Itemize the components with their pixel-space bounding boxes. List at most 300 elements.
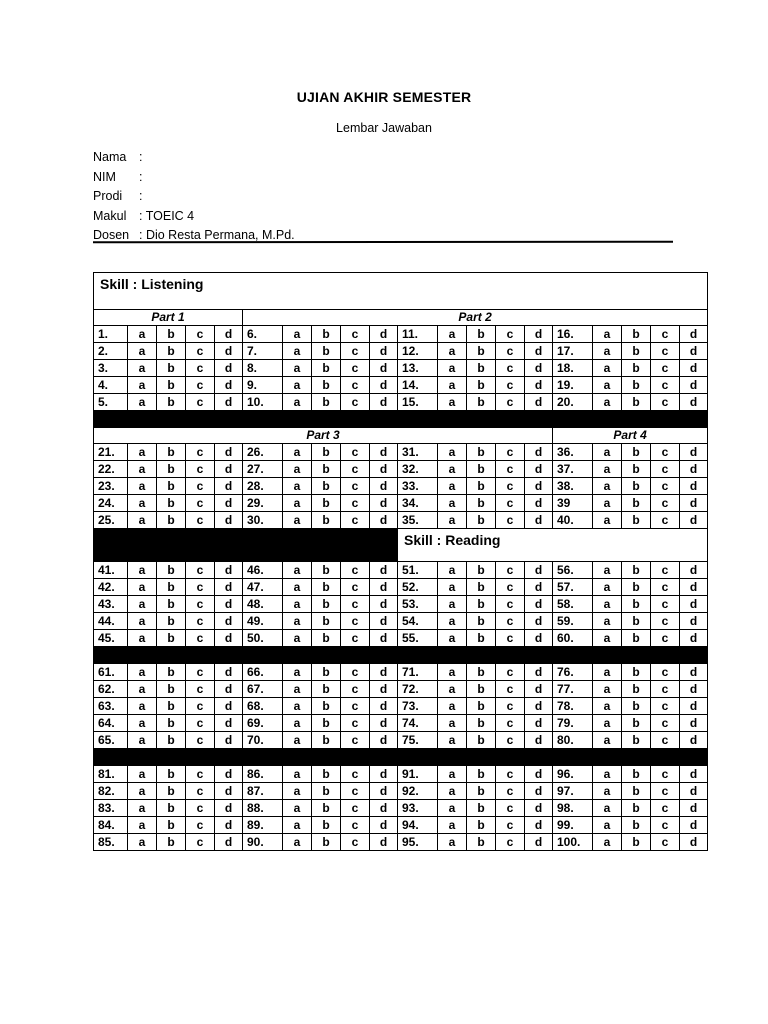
answer-option-b[interactable]: b: [622, 360, 651, 377]
answer-option-c[interactable]: c: [651, 562, 680, 579]
answer-option-a[interactable]: a: [128, 630, 157, 647]
answer-option-d[interactable]: d: [370, 444, 398, 461]
answer-option-c[interactable]: c: [496, 579, 525, 596]
answer-option-c[interactable]: c: [186, 579, 215, 596]
answer-option-d[interactable]: d: [680, 766, 708, 783]
answer-option-c[interactable]: c: [186, 664, 215, 681]
answer-option-d[interactable]: d: [370, 681, 398, 698]
answer-option-d[interactable]: d: [370, 698, 398, 715]
answer-option-b[interactable]: b: [312, 732, 341, 749]
answer-option-c[interactable]: c: [186, 732, 215, 749]
answer-option-d[interactable]: d: [215, 766, 243, 783]
answer-option-c[interactable]: c: [496, 444, 525, 461]
answer-option-d[interactable]: d: [525, 478, 553, 495]
answer-option-c[interactable]: c: [496, 461, 525, 478]
answer-option-c[interactable]: c: [186, 461, 215, 478]
answer-option-b[interactable]: b: [467, 800, 496, 817]
answer-option-a[interactable]: a: [593, 343, 622, 360]
answer-option-b[interactable]: b: [622, 817, 651, 834]
answer-option-c[interactable]: c: [496, 377, 525, 394]
answer-option-a[interactable]: a: [438, 512, 467, 529]
answer-option-b[interactable]: b: [622, 766, 651, 783]
answer-option-b[interactable]: b: [622, 783, 651, 800]
answer-option-a[interactable]: a: [128, 562, 157, 579]
answer-option-c[interactable]: c: [496, 394, 525, 411]
answer-option-b[interactable]: b: [622, 681, 651, 698]
answer-option-b[interactable]: b: [467, 512, 496, 529]
answer-option-b[interactable]: b: [312, 343, 341, 360]
answer-option-b[interactable]: b: [622, 343, 651, 360]
answer-option-c[interactable]: c: [651, 444, 680, 461]
answer-option-d[interactable]: d: [525, 783, 553, 800]
answer-option-b[interactable]: b: [622, 461, 651, 478]
answer-option-d[interactable]: d: [525, 360, 553, 377]
answer-option-d[interactable]: d: [680, 698, 708, 715]
answer-option-a[interactable]: a: [438, 630, 467, 647]
answer-option-a[interactable]: a: [283, 800, 312, 817]
answer-option-d[interactable]: d: [370, 664, 398, 681]
answer-option-c[interactable]: c: [651, 732, 680, 749]
answer-option-b[interactable]: b: [622, 834, 651, 851]
answer-option-a[interactable]: a: [593, 783, 622, 800]
answer-option-a[interactable]: a: [283, 732, 312, 749]
answer-option-c[interactable]: c: [186, 394, 215, 411]
answer-option-c[interactable]: c: [186, 512, 215, 529]
answer-option-b[interactable]: b: [467, 596, 496, 613]
answer-option-b[interactable]: b: [312, 613, 341, 630]
answer-option-c[interactable]: c: [651, 495, 680, 512]
answer-option-c[interactable]: c: [651, 394, 680, 411]
answer-option-c[interactable]: c: [651, 326, 680, 343]
answer-option-a[interactable]: a: [593, 377, 622, 394]
answer-option-a[interactable]: a: [128, 512, 157, 529]
answer-option-a[interactable]: a: [128, 800, 157, 817]
answer-option-d[interactable]: d: [215, 495, 243, 512]
answer-option-b[interactable]: b: [312, 800, 341, 817]
answer-option-d[interactable]: d: [370, 800, 398, 817]
answer-option-c[interactable]: c: [496, 800, 525, 817]
answer-option-c[interactable]: c: [496, 766, 525, 783]
answer-option-b[interactable]: b: [622, 630, 651, 647]
answer-option-c[interactable]: c: [496, 562, 525, 579]
answer-option-a[interactable]: a: [593, 579, 622, 596]
answer-option-d[interactable]: d: [215, 461, 243, 478]
answer-option-d[interactable]: d: [680, 478, 708, 495]
answer-option-a[interactable]: a: [283, 444, 312, 461]
answer-option-c[interactable]: c: [651, 783, 680, 800]
answer-option-a[interactable]: a: [283, 681, 312, 698]
answer-option-b[interactable]: b: [157, 394, 186, 411]
answer-option-c[interactable]: c: [496, 495, 525, 512]
answer-option-d[interactable]: d: [680, 579, 708, 596]
answer-option-c[interactable]: c: [496, 715, 525, 732]
answer-option-d[interactable]: d: [680, 360, 708, 377]
answer-option-a[interactable]: a: [593, 562, 622, 579]
answer-option-d[interactable]: d: [525, 512, 553, 529]
answer-option-c[interactable]: c: [496, 834, 525, 851]
answer-option-c[interactable]: c: [341, 512, 370, 529]
answer-option-b[interactable]: b: [312, 681, 341, 698]
answer-option-a[interactable]: a: [283, 783, 312, 800]
answer-option-c[interactable]: c: [496, 596, 525, 613]
answer-option-c[interactable]: c: [341, 766, 370, 783]
answer-option-a[interactable]: a: [438, 766, 467, 783]
answer-option-c[interactable]: c: [651, 834, 680, 851]
answer-option-b[interactable]: b: [622, 613, 651, 630]
answer-option-c[interactable]: c: [341, 478, 370, 495]
answer-option-a[interactable]: a: [283, 766, 312, 783]
answer-option-b[interactable]: b: [467, 613, 496, 630]
answer-option-a[interactable]: a: [283, 817, 312, 834]
answer-option-a[interactable]: a: [128, 360, 157, 377]
answer-option-d[interactable]: d: [370, 326, 398, 343]
answer-option-c[interactable]: c: [341, 732, 370, 749]
answer-option-c[interactable]: c: [651, 698, 680, 715]
answer-option-a[interactable]: a: [438, 613, 467, 630]
answer-option-c[interactable]: c: [186, 715, 215, 732]
answer-option-d[interactable]: d: [525, 732, 553, 749]
answer-option-b[interactable]: b: [622, 596, 651, 613]
answer-option-c[interactable]: c: [341, 613, 370, 630]
answer-option-c[interactable]: c: [496, 664, 525, 681]
answer-option-c[interactable]: c: [496, 360, 525, 377]
answer-option-d[interactable]: d: [370, 512, 398, 529]
answer-option-d[interactable]: d: [680, 377, 708, 394]
answer-option-a[interactable]: a: [283, 630, 312, 647]
answer-option-d[interactable]: d: [215, 732, 243, 749]
answer-option-b[interactable]: b: [157, 343, 186, 360]
answer-option-d[interactable]: d: [215, 715, 243, 732]
answer-option-a[interactable]: a: [593, 817, 622, 834]
answer-option-d[interactable]: d: [525, 343, 553, 360]
answer-option-d[interactable]: d: [680, 461, 708, 478]
answer-option-a[interactable]: a: [128, 766, 157, 783]
answer-option-d[interactable]: d: [525, 613, 553, 630]
answer-option-d[interactable]: d: [215, 562, 243, 579]
answer-option-a[interactable]: a: [283, 394, 312, 411]
answer-option-a[interactable]: a: [593, 495, 622, 512]
answer-option-b[interactable]: b: [157, 444, 186, 461]
answer-option-b[interactable]: b: [157, 681, 186, 698]
answer-option-c[interactable]: c: [496, 698, 525, 715]
answer-option-c[interactable]: c: [651, 800, 680, 817]
answer-option-d[interactable]: d: [525, 596, 553, 613]
answer-option-c[interactable]: c: [186, 495, 215, 512]
answer-option-b[interactable]: b: [622, 664, 651, 681]
answer-option-c[interactable]: c: [341, 562, 370, 579]
answer-option-b[interactable]: b: [467, 495, 496, 512]
answer-option-d[interactable]: d: [370, 596, 398, 613]
answer-option-c[interactable]: c: [651, 766, 680, 783]
answer-option-a[interactable]: a: [283, 664, 312, 681]
answer-option-b[interactable]: b: [312, 444, 341, 461]
answer-option-d[interactable]: d: [215, 360, 243, 377]
answer-option-b[interactable]: b: [622, 326, 651, 343]
answer-option-a[interactable]: a: [438, 478, 467, 495]
answer-option-a[interactable]: a: [128, 732, 157, 749]
answer-option-a[interactable]: a: [128, 377, 157, 394]
answer-option-a[interactable]: a: [128, 495, 157, 512]
answer-option-a[interactable]: a: [438, 800, 467, 817]
answer-option-a[interactable]: a: [593, 461, 622, 478]
answer-option-d[interactable]: d: [680, 817, 708, 834]
answer-option-b[interactable]: b: [157, 478, 186, 495]
answer-option-d[interactable]: d: [370, 834, 398, 851]
answer-option-b[interactable]: b: [622, 512, 651, 529]
answer-option-c[interactable]: c: [651, 596, 680, 613]
answer-option-b[interactable]: b: [312, 562, 341, 579]
answer-option-a[interactable]: a: [438, 394, 467, 411]
answer-option-a[interactable]: a: [593, 664, 622, 681]
answer-option-c[interactable]: c: [651, 715, 680, 732]
answer-option-c[interactable]: c: [341, 360, 370, 377]
answer-option-d[interactable]: d: [680, 562, 708, 579]
answer-option-b[interactable]: b: [312, 495, 341, 512]
answer-option-b[interactable]: b: [312, 326, 341, 343]
answer-option-d[interactable]: d: [525, 664, 553, 681]
answer-option-d[interactable]: d: [680, 326, 708, 343]
answer-option-a[interactable]: a: [593, 444, 622, 461]
answer-option-c[interactable]: c: [651, 630, 680, 647]
answer-option-d[interactable]: d: [525, 681, 553, 698]
answer-option-a[interactable]: a: [128, 343, 157, 360]
answer-option-a[interactable]: a: [128, 478, 157, 495]
answer-option-c[interactable]: c: [341, 698, 370, 715]
answer-option-d[interactable]: d: [215, 326, 243, 343]
answer-option-b[interactable]: b: [157, 512, 186, 529]
answer-option-c[interactable]: c: [651, 613, 680, 630]
answer-option-a[interactable]: a: [438, 343, 467, 360]
answer-option-b[interactable]: b: [467, 715, 496, 732]
answer-option-d[interactable]: d: [215, 394, 243, 411]
answer-option-b[interactable]: b: [467, 461, 496, 478]
answer-option-a[interactable]: a: [128, 664, 157, 681]
answer-option-d[interactable]: d: [370, 495, 398, 512]
answer-option-c[interactable]: c: [341, 783, 370, 800]
answer-option-c[interactable]: c: [186, 681, 215, 698]
answer-option-b[interactable]: b: [312, 461, 341, 478]
answer-option-c[interactable]: c: [186, 613, 215, 630]
answer-option-c[interactable]: c: [496, 732, 525, 749]
answer-option-c[interactable]: c: [186, 698, 215, 715]
answer-option-a[interactable]: a: [438, 326, 467, 343]
answer-option-d[interactable]: d: [215, 783, 243, 800]
answer-option-d[interactable]: d: [215, 596, 243, 613]
answer-option-a[interactable]: a: [438, 817, 467, 834]
answer-option-b[interactable]: b: [622, 478, 651, 495]
answer-option-c[interactable]: c: [496, 343, 525, 360]
answer-option-c[interactable]: c: [341, 715, 370, 732]
answer-option-d[interactable]: d: [525, 444, 553, 461]
answer-option-b[interactable]: b: [312, 579, 341, 596]
answer-option-b[interactable]: b: [157, 766, 186, 783]
answer-option-c[interactable]: c: [341, 596, 370, 613]
answer-option-a[interactable]: a: [128, 834, 157, 851]
answer-option-d[interactable]: d: [370, 783, 398, 800]
answer-option-a[interactable]: a: [593, 326, 622, 343]
answer-option-b[interactable]: b: [467, 630, 496, 647]
answer-option-b[interactable]: b: [467, 834, 496, 851]
answer-option-a[interactable]: a: [438, 495, 467, 512]
answer-option-d[interactable]: d: [215, 698, 243, 715]
answer-option-b[interactable]: b: [467, 783, 496, 800]
answer-option-b[interactable]: b: [622, 715, 651, 732]
answer-option-a[interactable]: a: [128, 444, 157, 461]
answer-option-c[interactable]: c: [496, 817, 525, 834]
answer-option-a[interactable]: a: [593, 613, 622, 630]
answer-option-b[interactable]: b: [622, 732, 651, 749]
answer-option-c[interactable]: c: [651, 664, 680, 681]
answer-option-d[interactable]: d: [525, 579, 553, 596]
answer-option-a[interactable]: a: [283, 495, 312, 512]
answer-option-d[interactable]: d: [680, 732, 708, 749]
answer-option-b[interactable]: b: [467, 579, 496, 596]
answer-option-b[interactable]: b: [312, 698, 341, 715]
answer-option-c[interactable]: c: [341, 579, 370, 596]
answer-option-d[interactable]: d: [215, 664, 243, 681]
answer-option-b[interactable]: b: [312, 512, 341, 529]
answer-option-d[interactable]: d: [370, 732, 398, 749]
answer-option-d[interactable]: d: [370, 766, 398, 783]
answer-option-d[interactable]: d: [370, 715, 398, 732]
answer-option-d[interactable]: d: [370, 478, 398, 495]
answer-option-d[interactable]: d: [525, 715, 553, 732]
answer-option-c[interactable]: c: [341, 664, 370, 681]
answer-option-b[interactable]: b: [622, 377, 651, 394]
answer-option-a[interactable]: a: [283, 562, 312, 579]
answer-option-b[interactable]: b: [157, 664, 186, 681]
answer-option-a[interactable]: a: [128, 817, 157, 834]
answer-option-c[interactable]: c: [341, 630, 370, 647]
answer-option-a[interactable]: a: [128, 461, 157, 478]
answer-option-a[interactable]: a: [438, 783, 467, 800]
answer-option-a[interactable]: a: [593, 630, 622, 647]
answer-option-a[interactable]: a: [283, 613, 312, 630]
answer-option-b[interactable]: b: [312, 394, 341, 411]
answer-option-b[interactable]: b: [157, 377, 186, 394]
answer-option-b[interactable]: b: [157, 817, 186, 834]
answer-option-a[interactable]: a: [438, 664, 467, 681]
answer-option-d[interactable]: d: [680, 495, 708, 512]
answer-option-a[interactable]: a: [438, 444, 467, 461]
answer-option-a[interactable]: a: [128, 783, 157, 800]
answer-option-a[interactable]: a: [283, 360, 312, 377]
answer-option-b[interactable]: b: [467, 377, 496, 394]
answer-option-c[interactable]: c: [651, 579, 680, 596]
answer-option-b[interactable]: b: [622, 394, 651, 411]
answer-option-a[interactable]: a: [283, 461, 312, 478]
answer-option-d[interactable]: d: [215, 444, 243, 461]
answer-option-d[interactable]: d: [525, 800, 553, 817]
answer-option-d[interactable]: d: [370, 613, 398, 630]
answer-option-d[interactable]: d: [525, 394, 553, 411]
answer-option-d[interactable]: d: [215, 579, 243, 596]
answer-option-a[interactable]: a: [283, 326, 312, 343]
answer-option-b[interactable]: b: [157, 834, 186, 851]
answer-option-b[interactable]: b: [467, 444, 496, 461]
answer-option-d[interactable]: d: [680, 664, 708, 681]
answer-option-b[interactable]: b: [467, 360, 496, 377]
answer-option-a[interactable]: a: [283, 579, 312, 596]
answer-option-a[interactable]: a: [593, 698, 622, 715]
answer-option-d[interactable]: d: [215, 817, 243, 834]
answer-option-d[interactable]: d: [680, 394, 708, 411]
answer-option-b[interactable]: b: [312, 630, 341, 647]
answer-option-c[interactable]: c: [651, 817, 680, 834]
answer-option-d[interactable]: d: [370, 630, 398, 647]
answer-option-b[interactable]: b: [622, 444, 651, 461]
answer-option-c[interactable]: c: [496, 326, 525, 343]
answer-option-b[interactable]: b: [312, 377, 341, 394]
answer-option-a[interactable]: a: [593, 732, 622, 749]
answer-option-d[interactable]: d: [680, 630, 708, 647]
answer-option-b[interactable]: b: [467, 343, 496, 360]
answer-option-d[interactable]: d: [370, 394, 398, 411]
answer-option-b[interactable]: b: [157, 461, 186, 478]
answer-option-b[interactable]: b: [157, 715, 186, 732]
answer-option-c[interactable]: c: [341, 326, 370, 343]
answer-option-b[interactable]: b: [312, 478, 341, 495]
answer-option-a[interactable]: a: [128, 326, 157, 343]
answer-option-a[interactable]: a: [283, 343, 312, 360]
answer-option-c[interactable]: c: [341, 800, 370, 817]
answer-option-d[interactable]: d: [525, 461, 553, 478]
answer-option-a[interactable]: a: [128, 715, 157, 732]
answer-option-c[interactable]: c: [651, 681, 680, 698]
answer-option-b[interactable]: b: [467, 732, 496, 749]
answer-option-a[interactable]: a: [438, 377, 467, 394]
answer-option-b[interactable]: b: [157, 562, 186, 579]
answer-option-d[interactable]: d: [680, 681, 708, 698]
answer-option-b[interactable]: b: [157, 800, 186, 817]
answer-option-a[interactable]: a: [283, 512, 312, 529]
answer-option-d[interactable]: d: [525, 562, 553, 579]
answer-option-c[interactable]: c: [341, 444, 370, 461]
answer-option-d[interactable]: d: [370, 579, 398, 596]
answer-option-c[interactable]: c: [186, 360, 215, 377]
answer-option-a[interactable]: a: [593, 834, 622, 851]
answer-option-d[interactable]: d: [680, 596, 708, 613]
answer-option-d[interactable]: d: [215, 377, 243, 394]
answer-option-a[interactable]: a: [438, 562, 467, 579]
answer-option-b[interactable]: b: [157, 783, 186, 800]
answer-option-b[interactable]: b: [622, 562, 651, 579]
answer-option-b[interactable]: b: [467, 698, 496, 715]
answer-option-b[interactable]: b: [622, 579, 651, 596]
answer-option-a[interactable]: a: [283, 834, 312, 851]
answer-option-a[interactable]: a: [593, 360, 622, 377]
answer-option-b[interactable]: b: [622, 495, 651, 512]
answer-option-c[interactable]: c: [186, 817, 215, 834]
answer-option-a[interactable]: a: [283, 377, 312, 394]
answer-option-d[interactable]: d: [370, 377, 398, 394]
answer-option-a[interactable]: a: [128, 681, 157, 698]
answer-option-c[interactable]: c: [651, 377, 680, 394]
answer-option-d[interactable]: d: [215, 343, 243, 360]
answer-option-c[interactable]: c: [651, 461, 680, 478]
answer-option-d[interactable]: d: [680, 715, 708, 732]
answer-option-a[interactable]: a: [438, 461, 467, 478]
answer-option-a[interactable]: a: [438, 732, 467, 749]
answer-option-d[interactable]: d: [370, 817, 398, 834]
answer-option-b[interactable]: b: [467, 326, 496, 343]
answer-option-a[interactable]: a: [593, 681, 622, 698]
answer-option-c[interactable]: c: [186, 562, 215, 579]
answer-option-a[interactable]: a: [593, 596, 622, 613]
answer-option-a[interactable]: a: [128, 394, 157, 411]
answer-option-d[interactable]: d: [525, 377, 553, 394]
answer-option-b[interactable]: b: [312, 783, 341, 800]
